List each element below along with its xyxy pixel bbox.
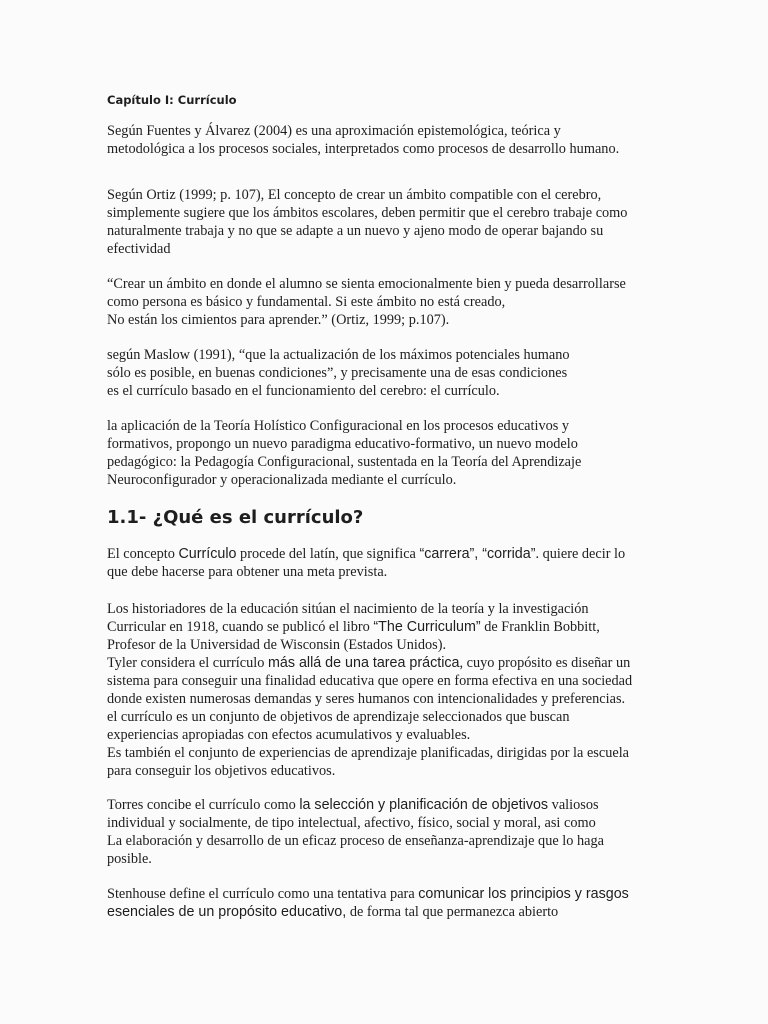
text-run: Tyler considera el currículo [107, 655, 268, 671]
text-line: según Maslow (1991), “que la actualización de los máximos potenciales humano [107, 347, 570, 363]
text-line [107, 618, 667, 636]
text-run: de forma tal que permanezca abierto [346, 904, 559, 920]
paragraph-fuentes-alvarez [107, 122, 667, 158]
text-run: Currículo [178, 546, 237, 562]
text-run: , cuyo propósito es diseñar un [459, 655, 631, 671]
text-line: como persona es básico y fundamental. Si este ámbito no está creado, [107, 294, 506, 310]
text-line: el currículo es un conjunto de objetivos de aprendizaje seleccionados que buscan [107, 709, 570, 725]
paragraph-stenhouse [107, 885, 667, 921]
paragraph-historians-tyler [107, 600, 667, 780]
text-run: más allá de una tarea práctica [267, 655, 460, 671]
text-line [107, 903, 667, 921]
text-line: Neuroconfigurador y operacionalizada mediante el currículo. [107, 472, 457, 488]
text-line: simplemente sugiere que los ámbitos escolares, deben permitir que el cerebro trabaje como [107, 205, 628, 221]
text-line [107, 545, 667, 563]
paragraph-curriculum-concept [107, 545, 667, 581]
text-run: Curricular en 1918, cuando se publicó el libro [107, 619, 374, 635]
text-line [107, 796, 667, 814]
paragraph-maslow [107, 346, 667, 400]
paragraph-quote-ortiz [107, 275, 667, 329]
text-line: sistema para conseguir una finalidad educativa que opere en forma efectiva en una sociedad [107, 673, 633, 689]
text-run: valiosos [548, 797, 599, 813]
text-run: “carrera”, “corrida” [419, 546, 536, 562]
text-run: comunicar los principios y rasgos [418, 886, 629, 902]
text-line: posible. [107, 851, 152, 867]
text-line [107, 885, 667, 903]
text-line: la aplicación de la Teoría Holístico Configuracional en los procesos educativos y [107, 418, 570, 434]
text-line: individual y socialmente, de tipo intelectual, afectivo, físico, social y moral, asi como [107, 815, 596, 831]
text-line: Según Fuentes y Álvarez (2004) es una aproximación epistemológica, teórica y [107, 123, 561, 139]
text-run: de Franklin Bobbitt, [480, 619, 600, 635]
text-line: donde existen numerosas demandas y seres humanos con intencionalidades y preferencias. [107, 691, 626, 707]
text-line: Según Ortiz (1999; p. 107), El concepto de crear un ámbito compatible con el cerebro, [107, 187, 602, 203]
text-line: No están los cimientos para aprender.” (Ortiz, 1999; p.107). [107, 312, 450, 328]
text-run: esenciales de un propósito educativo, [107, 904, 347, 920]
chapter-title: Capítulo I: Currículo [107, 93, 237, 107]
text-line: experiencias apropiadas con efectos acumulativos y evaluables. [107, 727, 471, 743]
text-line: metodológica a los procesos sociales, interpretados como procesos de desarrollo humano. [107, 141, 620, 157]
text-line: para conseguir los objetivos educativos. [107, 763, 336, 779]
paragraph-torres [107, 796, 667, 868]
text-line: Los historiadores de la educación sitúan el nacimiento de la teoría y la investigación [107, 601, 589, 617]
text-line: Profesor de la Universidad de Wisconsin (Estados Unidos). [107, 637, 447, 653]
text-run: procede del latín, que significa [236, 546, 420, 562]
paragraph-ortiz [107, 186, 667, 258]
text-run: Torres concibe el currículo como [107, 797, 300, 813]
text-line: La elaboración y desarrollo de un eficaz proceso de enseñanza-aprendizaje que lo haga [107, 833, 604, 849]
text-line: sólo es posible, en buenas condiciones”, y precisamente una de esas condiciones [107, 365, 568, 381]
text-line: que debe hacerse para obtener una meta prevista. [107, 564, 388, 580]
text-line: naturalmente trabaja y no que se adapte a un nuevo y ajeno modo de operar bajando su [107, 223, 604, 239]
text-run: la selección y planificación de objetivos [299, 797, 549, 813]
text-line: formativos, propongo un nuevo paradigma educativo-formativo, un nuevo modelo [107, 436, 578, 452]
text-line: es el currículo basado en el funcionamiento del cerebro: el currículo. [107, 383, 500, 399]
text-run: El concepto [107, 546, 179, 562]
text-line: pedagógico: la Pedagogía Configuracional, sustentada en la Teoría del Aprendizaje [107, 454, 582, 470]
text-line: “Crear un ámbito en donde el alumno se sienta emocionalmente bien y pueda desarrollarse [107, 276, 626, 292]
text-line: Es también el conjunto de experiencias de aprendizaje planificadas, dirigidas por la escuela [107, 745, 630, 761]
text-run: . quiere decir lo [535, 546, 626, 562]
text-line [107, 654, 667, 672]
text-run: Stenhouse define el currículo como una tentativa para [107, 886, 419, 902]
section-heading: 1.1- ¿Qué es el currículo? [107, 507, 364, 528]
text-run: “The Curriculum” [373, 619, 481, 635]
paragraph-holistic-theory [107, 417, 667, 489]
text-line: efectividad [107, 241, 171, 257]
